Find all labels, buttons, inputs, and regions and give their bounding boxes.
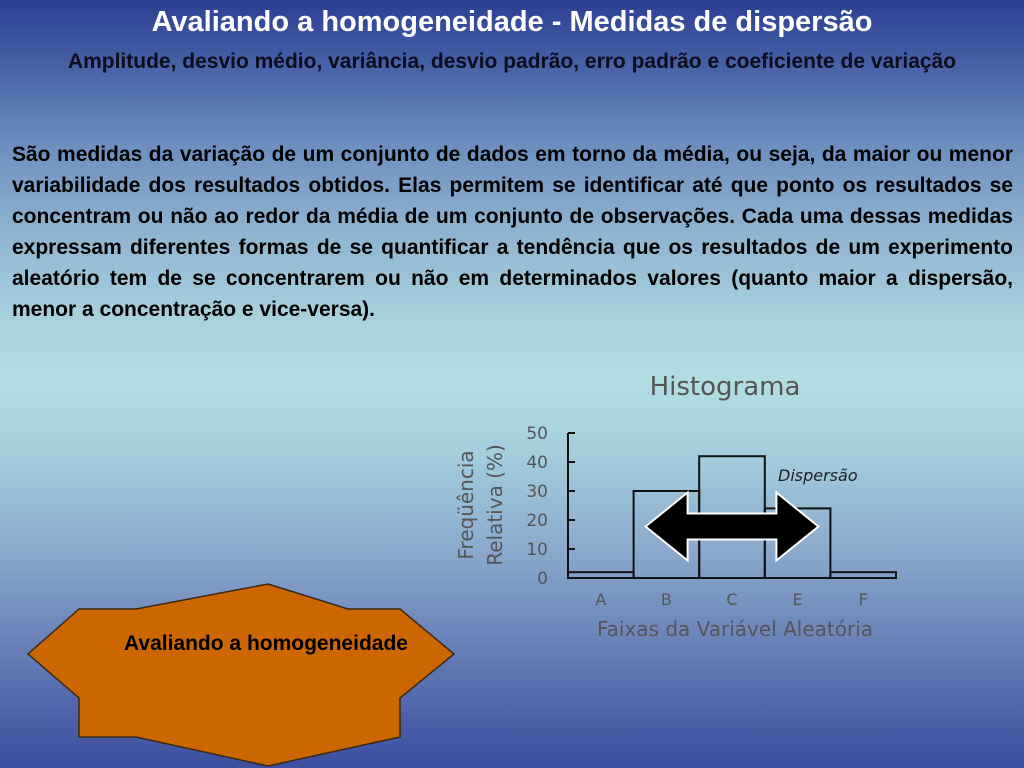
y-tick-label: 30 xyxy=(526,482,548,502)
body-paragraph: São medidas da variação de um conjunto de dados em torno da média, ou seja, da maior ou menor variabilidade dos resultados obtidos. Elas permitem se identificar até que ponto os resultados se concentram ou não ao redor da média de um conjunto de observações. Cada uma dessas medidas expressam diferentes formas de se quantificar a tendência que os resultados de um experimento aleatório tem de se concentrarem ou não em determinados valores (quanto maior a dispersão, menor a concentração e vice-versa). xyxy=(12,143,1013,321)
y-tick-label: 10 xyxy=(526,540,548,560)
y-tick-label: 20 xyxy=(526,511,548,531)
chart-title: Histograma xyxy=(649,372,801,402)
x-tick-label: F xyxy=(858,590,868,609)
histogram-chart xyxy=(420,360,920,650)
slide-subtitle: Amplitude, desvio médio, variância, desvio padrão, erro padrão e coeficiente de variação xyxy=(67,50,957,73)
octagon-shape xyxy=(18,582,472,768)
y-tick-label: 0 xyxy=(537,569,548,589)
x-category-labels xyxy=(595,590,867,609)
dispersion-arrow xyxy=(646,493,819,561)
dispersion-annotation: Dispersão xyxy=(778,466,858,485)
y-axis-label xyxy=(454,444,507,566)
x-tick-label: B xyxy=(660,590,672,609)
slide-title: Avaliando a homogeneidade - Medidas de dispersão xyxy=(151,6,873,38)
dispersion-arrow-group xyxy=(646,493,819,561)
octagon-fill xyxy=(28,584,454,766)
y-tick-label: 40 xyxy=(526,453,548,473)
y-tick-label: 50 xyxy=(526,424,548,444)
x-tick-label: A xyxy=(595,590,607,609)
y-axis-label-line1: Freqüência xyxy=(454,450,478,560)
y-axis-label-line2: Relativa (%) xyxy=(483,444,507,566)
axes xyxy=(568,433,896,578)
x-tick-label: C xyxy=(726,590,738,609)
x-tick-label: E xyxy=(792,590,803,609)
x-axis-label: Faixas da Variável Aleatória xyxy=(596,617,874,641)
shape-label: Avaliando a homogeneidade xyxy=(124,632,408,655)
